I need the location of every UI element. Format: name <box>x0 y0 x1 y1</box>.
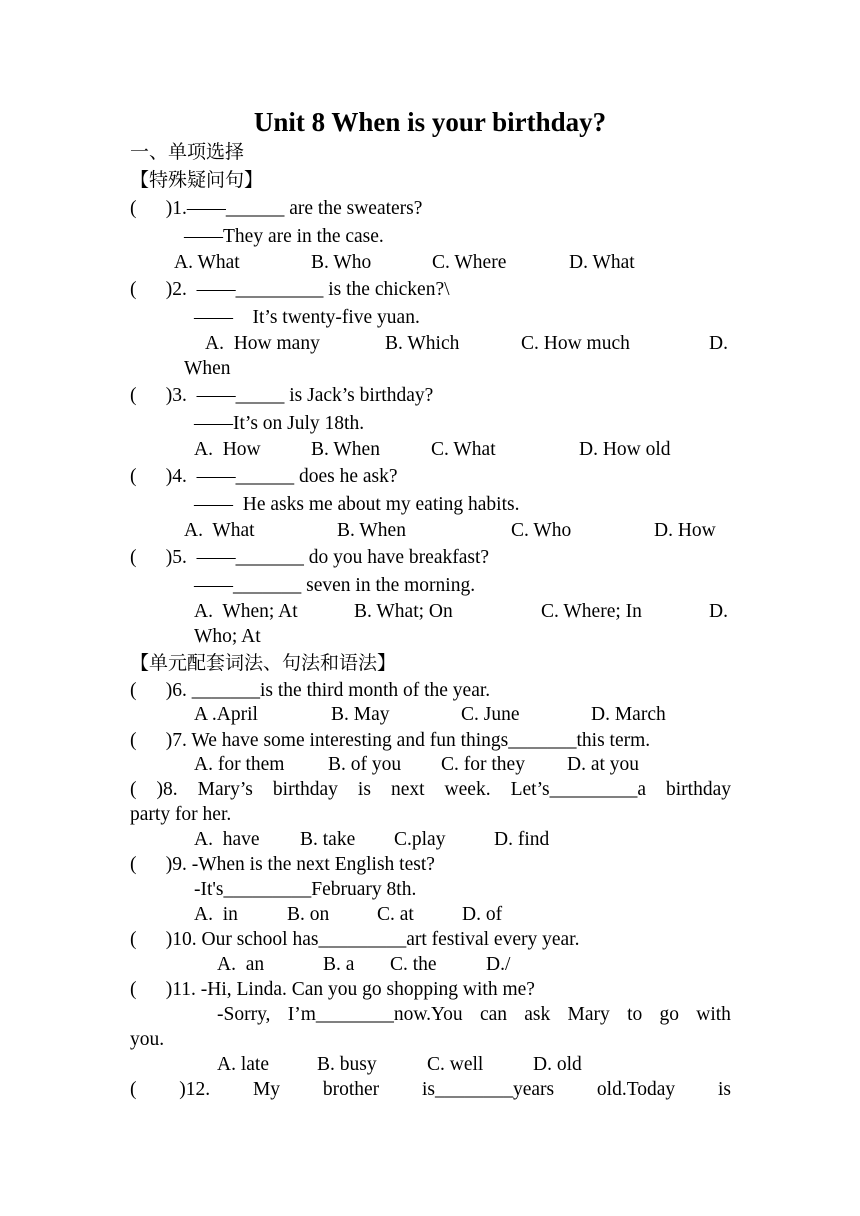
question-4-option-c: C. Who <box>511 520 572 541</box>
q8-word: week. <box>444 779 491 800</box>
question-1-reply: ——They are in the case. <box>184 226 384 247</box>
q8-word: Mary’s <box>197 779 253 800</box>
question-4-option-b: B. When <box>337 520 406 541</box>
section-heading: 一、单项选择 <box>130 141 245 163</box>
question-5-stem: ( )5. ——_______ do you have breakfast? <box>130 547 490 568</box>
q12-word: My <box>252 1079 281 1100</box>
question-8-option-b: B. take <box>300 829 356 850</box>
question-2-reply: —— It’s twenty-five yuan. <box>194 307 420 328</box>
q11-word: can <box>479 1004 508 1025</box>
q12-word: old.Today <box>596 1079 676 1100</box>
question-5-option-d: D. <box>709 601 728 622</box>
question-2-option-b: B. Which <box>385 333 460 354</box>
q11-word: to <box>627 1004 643 1025</box>
question-3-option-d: D. How old <box>579 439 671 460</box>
question-1-option-c: C. Where <box>432 252 507 273</box>
group-heading-grammar: 【单元配套词法、句法和语法】 <box>130 652 397 674</box>
question-3-stem: ( )3. ——_____ is Jack’s birthday? <box>130 385 434 406</box>
question-8-option-c: C.play <box>394 829 446 850</box>
question-3-option-a: A. How <box>194 439 261 460</box>
question-11-option-b: B. busy <box>317 1054 377 1075</box>
q11-word: ask <box>524 1004 551 1025</box>
question-2-option-a: A. How many <box>205 333 320 354</box>
question-6-option-d: D. March <box>591 704 666 725</box>
q12-word: is________years <box>421 1079 555 1100</box>
question-7-option-a: A. for them <box>194 754 285 775</box>
group-heading-special-questions: 【特殊疑问句】 <box>130 169 264 191</box>
question-8-stem <box>130 778 731 802</box>
question-7-option-d: D. at you <box>567 754 640 775</box>
question-7-option-c: C. for they <box>441 754 525 775</box>
page-title: Unit 8 When is your birthday? <box>253 107 607 137</box>
question-11-option-d: D. old <box>533 1054 582 1075</box>
question-9-stem: ( )9. -When is the next English test? <box>130 854 435 875</box>
q8-word: birthday <box>272 779 338 800</box>
question-9-reply: -It's_________February 8th. <box>194 879 417 900</box>
question-3-option-b: B. When <box>311 439 380 460</box>
q11-word: I’m________now.You <box>287 1004 463 1025</box>
question-5-option-c: C. Where; In <box>541 601 642 622</box>
question-8-stem-wrap: party for her. <box>130 804 232 825</box>
question-1-stem: ( )1.——______ are the sweaters? <box>130 198 423 219</box>
question-10-option-c: C. the <box>390 954 437 975</box>
question-5-option-a: A. When; At <box>194 601 298 622</box>
q8-word: birthday <box>666 779 731 800</box>
question-10-option-d: D./ <box>486 954 511 975</box>
question-3-reply: ——It’s on July 18th. <box>194 413 365 434</box>
question-9-option-a: A. in <box>194 904 238 925</box>
question-6-stem: ( )6. _______is the third month of the year. <box>130 680 491 701</box>
question-2-option-c: C. How much <box>521 333 630 354</box>
question-2-option-d-wrap: When <box>184 358 231 379</box>
question-10-option-a: A. an <box>217 954 265 975</box>
question-6-option-c: C. June <box>461 704 520 725</box>
q8-word: is <box>357 779 371 800</box>
question-1-option-d: D. What <box>569 252 635 273</box>
question-10-option-b: B. a <box>323 954 355 975</box>
question-12-stem <box>130 1078 731 1102</box>
question-10-stem: ( )10. Our school has_________art festival every year. <box>130 929 580 950</box>
q8-word: Let’s_________a <box>510 779 646 800</box>
question-2-stem: ( )2. ——_________ is the chicken?\ <box>130 279 450 300</box>
question-3-option-c: C. What <box>431 439 496 460</box>
question-4-option-a: A. What <box>184 520 255 541</box>
question-11-option-c: C. well <box>427 1054 484 1075</box>
q8-word: )8. <box>156 779 178 800</box>
q12-word: ( <box>130 1079 137 1100</box>
question-9-option-b: B. on <box>287 904 330 925</box>
question-5-option-b: B. What; On <box>354 601 453 622</box>
q12-word: is <box>717 1079 731 1100</box>
question-2-option-d: D. <box>709 333 728 354</box>
question-1-option-a: A. What <box>174 252 240 273</box>
question-7-stem: ( )7. We have some interesting and fun things_______this term. <box>130 730 651 751</box>
question-8-option-a: A. have <box>194 829 260 850</box>
question-11-reply <box>217 1003 731 1027</box>
q12-word: )12. <box>179 1079 211 1100</box>
q11-word: -Sorry, <box>217 1004 271 1025</box>
question-6-option-a: A .April <box>194 704 258 725</box>
q11-word: Mary <box>567 1004 610 1025</box>
question-4-option-d: D. How <box>654 520 716 541</box>
q11-word: go <box>659 1004 679 1025</box>
question-5-option-d-wrap: Who; At <box>194 626 261 647</box>
question-5-reply: ——_______ seven in the morning. <box>194 575 476 596</box>
question-11-stem: ( )11. -Hi, Linda. Can you go shopping with me? <box>130 979 535 1000</box>
question-9-option-d: D. of <box>462 904 503 925</box>
q12-word: brother <box>322 1079 380 1100</box>
question-1-option-b: B. Who <box>311 252 372 273</box>
question-11-option-a: A. late <box>217 1054 269 1075</box>
question-9-option-c: C. at <box>377 904 414 925</box>
question-4-reply: —— He asks me about my eating habits. <box>194 494 520 515</box>
question-8-option-d: D. find <box>494 829 550 850</box>
question-4-stem: ( )4. ——______ does he ask? <box>130 466 398 487</box>
q8-word: ( <box>130 779 137 800</box>
question-6-option-b: B. May <box>331 704 390 725</box>
question-7-option-b: B. of you <box>328 754 402 775</box>
question-11-reply-wrap: you. <box>130 1029 165 1050</box>
q11-word: with <box>696 1004 731 1025</box>
q8-word: next <box>390 779 425 800</box>
